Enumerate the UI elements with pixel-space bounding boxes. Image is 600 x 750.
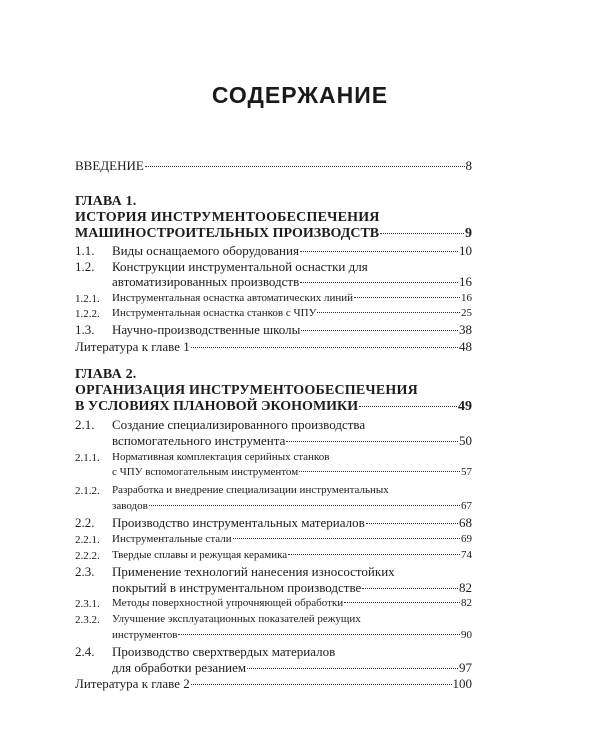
dot-leader (380, 233, 464, 234)
toc-entry-number: 2.1.1. (75, 452, 100, 464)
toc-page-number: 97 (459, 660, 472, 675)
dot-leader (178, 634, 460, 635)
toc-entry[interactable] (112, 580, 472, 595)
chapter-1-title-entry[interactable] (75, 226, 472, 242)
dot-leader (149, 505, 460, 506)
dot-leader (354, 297, 460, 298)
toc-entry-lead-line: Улучшение эксплуатационных показателей режущих (112, 613, 361, 625)
toc-entry[interactable] (112, 274, 472, 289)
dot-leader (301, 330, 458, 331)
toc-page-number: 90 (461, 629, 472, 641)
dot-leader (286, 441, 458, 442)
chapter-2-title-line-2: В УСЛОВИЯХ ПЛАНОВОЙ ЭКОНОМИКИ (75, 399, 359, 414)
toc-entry-number: 1.1. (75, 243, 95, 258)
toc-entry-label: Твердые сплавы и режущая керамика (112, 549, 288, 561)
toc-entry-lead-line: Применение технологий нанесения износостойких (112, 564, 395, 579)
dot-leader (233, 538, 460, 539)
chapter-1-heading: ГЛАВА 1. (75, 194, 137, 209)
toc-entry-lead-line: Конструкции инструментальной оснастки для (112, 259, 368, 274)
dot-leader (300, 251, 458, 252)
toc-entry[interactable] (112, 548, 472, 563)
toc-entry[interactable] (112, 433, 472, 448)
toc-entry-label: ВВЕДЕНИЕ (75, 158, 144, 173)
toc-entry[interactable] (112, 291, 472, 306)
toc-page-number: 10 (459, 243, 472, 258)
toc-page-number: 8 (465, 158, 472, 173)
toc-entry-number: 2.2.1. (75, 534, 100, 546)
toc-entry[interactable] (112, 515, 472, 530)
toc-entry-number: 2.2.2. (75, 550, 100, 562)
dot-leader (191, 347, 458, 348)
toc-page-number: 48 (459, 339, 472, 354)
dot-leader (299, 471, 460, 472)
toc-page-number: 16 (459, 274, 472, 289)
toc-entry[interactable] (112, 596, 472, 611)
toc-entry[interactable] (112, 306, 472, 321)
toc-entry-lead-line: Создание специализированного производства (112, 417, 366, 432)
toc-entry-label: покрытий в инструментальном производстве (112, 580, 362, 595)
toc-entry-number: 1.2.2. (75, 308, 100, 320)
toc-entry-label: Инструментальные стали (112, 533, 232, 545)
toc-entry-label: Литература к главе 1 (75, 339, 190, 354)
toc-entry[interactable] (112, 465, 472, 480)
dot-leader (288, 554, 460, 555)
toc-page-number: 38 (459, 322, 472, 337)
toc-entry-label: Инструментальная оснастка станков с ЧПУ (112, 307, 317, 319)
toc-entry[interactable] (112, 499, 472, 514)
toc-page-number: 82 (459, 580, 472, 595)
toc-page-number: 67 (461, 500, 472, 512)
toc-entry-lead-line: Разработка и внедрение специализации инструментальных (112, 484, 389, 496)
toc-page-number: 50 (459, 433, 472, 448)
toc-entry-number: 2.3. (75, 564, 95, 579)
toc-entry-label: Литература к главе 2 (75, 676, 190, 691)
toc-entry[interactable] (112, 532, 472, 547)
chapter-2-title-line-1: ОРГАНИЗАЦИЯ ИНСТРУМЕНТООБЕСПЕЧЕНИЯ (75, 383, 418, 398)
dot-leader (191, 684, 452, 685)
chapter-1-title-line-1: ИСТОРИЯ ИНСТРУМЕНТООБЕСПЕЧЕНИЯ (75, 210, 380, 225)
toc-page-number: 49 (458, 399, 472, 414)
toc-page-number: 9 (465, 226, 472, 241)
chapter-2-title-entry[interactable] (75, 399, 472, 415)
toc-entry-number: 2.1.2. (75, 485, 100, 497)
toc-entry-number: 2.3.2. (75, 614, 100, 626)
toc-entry-label: для обработки резанием (112, 660, 247, 675)
page-title: СОДЕРЖАНИЕ (211, 82, 389, 108)
toc-entry-label: заводов (112, 500, 148, 512)
toc-entry[interactable] (112, 322, 472, 337)
toc-page-number: 25 (461, 307, 472, 319)
dot-leader (300, 282, 458, 283)
dot-leader (317, 312, 460, 313)
toc-entry-label: Научно-производственные школы (112, 322, 301, 337)
toc-entry-lead-line: Производство сверхтвердых материалов (112, 644, 336, 659)
toc-entry-number: 2.2. (75, 515, 95, 530)
dot-leader (366, 523, 458, 524)
toc-entry-number: 1.2. (75, 259, 95, 274)
toc-entry-number: 2.4. (75, 644, 95, 659)
toc-entry-literature[interactable] (75, 339, 472, 354)
toc-entry-number: 2.3.1. (75, 598, 100, 610)
dot-leader (247, 668, 458, 669)
toc-entry-label: вспомогательного инструмента (112, 433, 286, 448)
toc-entry-label: инструментов (112, 629, 178, 641)
toc-page-number: 69 (461, 533, 472, 545)
toc-entry-number: 2.1. (75, 417, 95, 432)
dot-leader (359, 406, 457, 407)
toc-page-number: 68 (459, 515, 472, 530)
toc-page-number: 57 (461, 466, 472, 478)
dot-leader (344, 602, 460, 603)
dot-leader (145, 166, 465, 167)
toc-entry[interactable] (112, 628, 472, 643)
toc-entry-literature[interactable] (75, 676, 472, 691)
toc-entry[interactable] (112, 660, 472, 675)
toc-entry-intro[interactable] (75, 158, 472, 173)
chapter-1-title-line-2: МАШИНОСТРОИТЕЛЬНЫХ ПРОИЗВОДСТВ (75, 226, 380, 241)
toc-entry-label: Виды оснащаемого оборудования (112, 243, 299, 258)
toc-entry-label: с ЧПУ вспомогательным инструментом (112, 466, 299, 478)
toc-entry-number: 1.3. (75, 322, 95, 337)
toc-entry-lead-line: Нормативная комплектация серийных станков (112, 451, 330, 463)
toc-entry-label: автоматизированных производств (112, 274, 300, 289)
toc-entry-label: Производство инструментальных материалов (112, 515, 365, 530)
chapter-2-heading: ГЛАВА 2. (75, 367, 137, 382)
toc-entry-number: 1.2.1. (75, 293, 100, 305)
toc-entry-label: Методы поверхностной упрочняющей обработки (112, 597, 344, 609)
toc-page-number: 100 (452, 676, 472, 691)
dot-leader (362, 588, 458, 589)
toc-page-number: 82 (461, 597, 472, 609)
toc-page-number: 16 (461, 292, 472, 304)
toc-entry[interactable] (112, 243, 472, 258)
toc-entry-label: Инструментальная оснастка автоматических линий (112, 292, 354, 304)
toc-page-number: 74 (461, 549, 472, 561)
